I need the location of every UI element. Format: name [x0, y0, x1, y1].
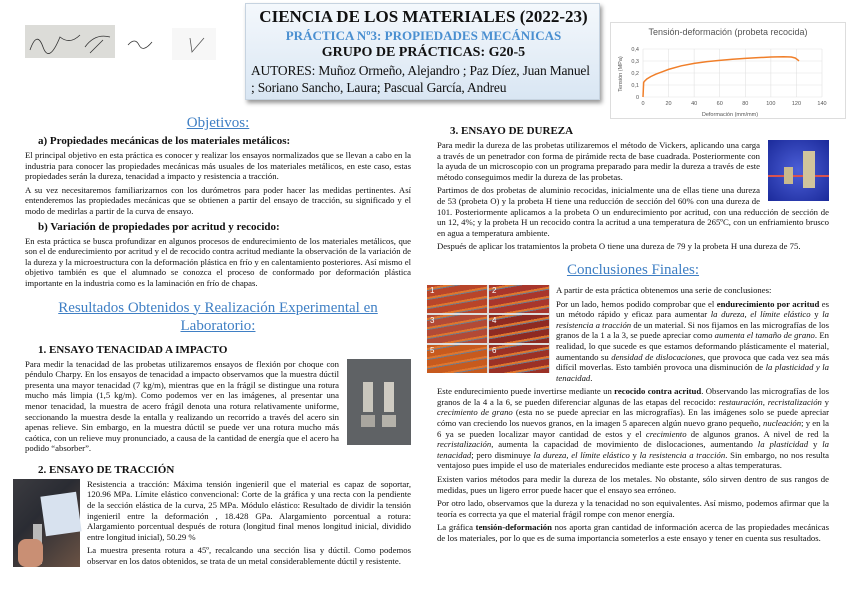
- conclusion-hardness-toughness: Por otro lado, observamos que la dureza y la tenacidad no son equivalentes. Así mismo, podemos afirmar que la teoría es correcta ya que el material frágil rompe con menor energía.: [437, 498, 829, 519]
- charpy-specimens-photo: [347, 359, 411, 445]
- text-segment: y: [808, 439, 823, 450]
- italic-text: el límite elástico: [750, 309, 811, 320]
- text-segment: (esta no se puede apreciar en las micrografías). En las imágenes solo se puede apreciar cómo van creciendo los nuevos granos, en la imagen 5 aparecen algún nuevo grano pequeño,: [437, 407, 830, 429]
- conclusion-recocido: [437, 386, 829, 471]
- practice-title: PRÁCTICA Nº3: PROPIEDADES MECÁNICAS: [285, 28, 562, 43]
- text-segment: y: [821, 396, 830, 407]
- text-segment: y: [629, 449, 640, 460]
- conclusiones-heading: Conclusiones Finales:: [566, 261, 700, 278]
- section-2-text-2: La muestra presenta rotura a 45º, recalcando una sección lisa y dúctil. Como podemos observar en los datos obtenidos, se trata de un metal considerablemente dúctil y resistente.: [87, 545, 411, 567]
- text-segment: ,: [744, 309, 751, 320]
- bold-text: recocido contra acritud: [614, 386, 702, 397]
- tensile-specimen-photo: [13, 479, 80, 567]
- chart-ylabel: Tensión (MPa): [618, 56, 624, 92]
- text-segment: ; pero disminuye: [471, 449, 534, 460]
- italic-text: la dureza, el límite elástico: [533, 449, 630, 460]
- text-segment: . Observando las micrografías de los granos de la 4 a la 6, se pueden diferenciar algunas de las etapas del recocido:: [437, 386, 829, 407]
- x-tick-label: 80: [742, 101, 749, 107]
- chart-xlabel: Deformación (mm/mm): [701, 112, 759, 118]
- objetivos-heading: Objetivos:: [186, 115, 250, 131]
- micrographs-grid: [427, 285, 550, 373]
- text-segment: . Sin embargo, no nos resulta ventajoso pues impide el uso de materiales endurecidos mediante este proceso a altas temperaturas.: [437, 449, 830, 471]
- x-tick-label: 20: [665, 101, 672, 107]
- y-tick-label: 0,1: [631, 83, 639, 89]
- text-segment: es un método rápido y eficaz para aumentar: [556, 298, 829, 320]
- conclusion-stress-strain: [437, 522, 829, 543]
- italic-text: la resistencia a tracción: [556, 309, 830, 330]
- text-segment: de algunos granos. A nivel de red la: [686, 428, 830, 439]
- section-1-text: Para medir la tenacidad de las probetas utilizaremos ensayos de flexión por choque con péndulo Charpy. En los ensayos de tenacidad a impacto observamos que la muestra dúctil presenta una mayor tenacidad (7 kg/m), mientras que en la frágil se distingue una rotura mucho más limpia (1,5 kg/m). Como podemos ver en las imágenes, al presentar una menor tenacidad, la muestra de acero frágil denota una rotura relativamente uniforme, seccionando la muestra desde la entalla y realizando un recorrido a través del acero sin apenas relieve. Sin embargo, en la muestra dúctil se puede ver una rotura mucho más caótica, con un relieve muy pronunciado, a causa de la cantidad de energía que el acero ha podido “absorber”.: [25, 358, 339, 454]
- text-segment: nos aporta gran cantidad de información acerca de las propiedades mecánicas de los materiales, por lo que es de suma importancia someterlos a este ensayo y tener en cuenta sus resultados.: [437, 522, 830, 543]
- conclusion-hardness-methods: Existen varios métodos para medir la dureza de los metales. No obstante, sólo sirven dentro de sus rangos de medidas, pues un ligero error puede hacer que el ensayo sea erróneo.: [437, 474, 829, 495]
- text-segment: ; y en la 6 ya se pueden localizar mayor cantidad de estos y el: [437, 418, 829, 439]
- y-tick-label: 0,4: [631, 47, 639, 53]
- x-tick-label: 0: [641, 101, 645, 107]
- text-segment: La gráfica: [437, 522, 476, 533]
- section-3-title: 3. ENSAYO DE DUREZA: [450, 125, 574, 137]
- text-segment: Por un lado, hemos podido comprobar que el: [556, 298, 717, 309]
- x-tick-label: 120: [791, 101, 802, 107]
- x-tick-label: 60: [716, 101, 723, 107]
- section-2-title: 2. ENSAYO DE TRACCIÓN: [38, 463, 175, 476]
- text-segment: . En realidad, lo que sucede es que estamos deformando plásticamente el material, aumentando su: [556, 330, 829, 362]
- italic-text: la tenacidad: [437, 439, 829, 460]
- x-tick-label: 140: [817, 101, 827, 107]
- text-segment: , que provoca que cada vez sea más difícil moverlas. Esto también provoca una disminución de: [556, 351, 830, 373]
- signature-2: [125, 33, 155, 51]
- italic-text: la plasticidad y la tenacidad: [556, 362, 829, 383]
- conclusion-intro: A partir de esta práctica obtenemos una serie de conclusiones:: [556, 284, 772, 295]
- x-tick-label: 40: [691, 101, 698, 107]
- micrograph-4: 4: [489, 315, 549, 343]
- text-segment: ,: [762, 396, 768, 407]
- hardness-specimens-photo: [768, 140, 829, 201]
- italic-text: densidad de dislocaciones: [611, 351, 704, 362]
- text-segment: y: [810, 309, 823, 320]
- signature-3: [172, 28, 216, 60]
- title-box: [245, 3, 600, 100]
- italic-text: la dureza: [710, 309, 745, 320]
- italic-text: nucleación: [763, 418, 802, 429]
- italic-text: recristalización: [767, 396, 822, 407]
- section-2-text-1: Resistencia a tracción: Máxima tensión ingenieril que el material es capaz de soportar, 120.96 MPa. Límite elástico convencional: Corte de la gráfica y una recta con la pendiente de la sección elástica de la curva, 25 MPa. Módulo elástico: Resultado de dividir la tensión ingenieril entre la deformación , 18.428 GPa. Alargamiento porcentual a rotura: Alargamiento porcentual después de rotura (longitud final menos longitud inicial, dividido entre longitud inicial), 50.29 %: [87, 478, 411, 542]
- objetivos-b-title: b) Variación de propiedades por acritud y recocido:: [38, 220, 280, 233]
- objetivos-b-p1: En esta práctica se busca profundizar en algunos procesos de endurecimiento de los materiales metálicos, que son el de endurecimiento por acritud y el de recocido contra acritud mediante la observación de la variación de la dureza y la microestructura con la deformación plástica en frío y en calentamiento posteriores. Así mismo el objetivo también es que el alumnado se conozca el proceso de conformado por deformación plástica importante en la industria como es la laminación en frío de chapas.: [25, 235, 411, 288]
- y-tick-label: 0,2: [631, 71, 639, 77]
- poster-title: CIENCIA DE LOS MATERIALES (2022-23): [259, 7, 588, 26]
- section-3-text-3: Después de aplicar los tratamientos la probeta O tiene una dureza de 79 y la probeta H una dureza de 75.: [437, 241, 801, 252]
- objetivos-a-p2: A su vez necesitaremos familiarizarnos con los durómetros para poder hacer las medidas pertinentes. Así entenderemos las propiedades mecánicas que se obtienen a partir del ensayo de tracción, su significado y el modo de medirlas a partir de la curva de ensayo.: [25, 184, 411, 216]
- section-3-text-1: Para medir la dureza de las probetas utilizaremos el método de Vickers, aplicando una carga a través de un penetrador con forma de pirámide recta de base cuadrada. Posteriormente con la ayuda de un microscopio con un programa preparado para medir la dureza a través de este método conseguimos medir la dureza de las probetas.: [437, 140, 760, 182]
- text-segment: .: [590, 372, 593, 383]
- section-3-text-2: Partimos de dos probetas de aluminio recocidas, inicialmente una de ellas tiene una dureza de 53 (probeta O) y la probeta H tiene una reducción de sección del 60% con una dureza de 101. Posteriormente aplicamos a la probeta O un endurecimiento por acritud, con una reducción de sección de un 12, 4%; y la probeta H un recocido contra la acritud a una temperatura de 265ºC, con un enfriamiento brusco en agua a temperatura ambiente.: [437, 185, 829, 238]
- italic-text: recristalización: [437, 439, 492, 450]
- section-1-title: 1. ENSAYO TENACIDAD A IMPACTO: [38, 343, 228, 356]
- text-segment: Este endurecimiento puede invertirse mediante un: [437, 386, 615, 397]
- text-segment: de un material. Si nos fijamos en las micrografías de los granos de la 1 a la 3, se puede apreciar como: [556, 319, 829, 341]
- bold-text: tensión-deformación: [475, 522, 552, 533]
- right-column: [430, 122, 830, 547]
- italic-text: la resistencia a tracción: [639, 449, 726, 460]
- italic-text: la plasticidad: [757, 439, 809, 450]
- y-tick-label: 0: [635, 95, 639, 101]
- stress-strain-chart: [610, 22, 846, 119]
- italic-text: aumenta el tamaño de grano: [714, 330, 815, 341]
- objetivos-a-title: a) Propiedades mecánicas de los materiales metálicos:: [38, 135, 291, 147]
- micrograph-3: 3: [427, 315, 487, 343]
- micrograph-5: 5: [427, 345, 487, 373]
- italic-text: crecimiento: [645, 428, 687, 439]
- italic-text: crecimiento de grano: [437, 407, 513, 418]
- y-tick-label: 0,3: [631, 59, 639, 65]
- authors: AUTORES: Muñoz Ormeño, Alejandro ; Paz Díez, Juan Manuel ; Soriano Sancho, Laura; Pascual García, Andreu: [251, 63, 590, 95]
- signature-1: [25, 25, 115, 58]
- micrograph-2: 2: [489, 285, 549, 313]
- objetivos-a-p1: El principal objetivo en esta práctica es conocer y realizar los ensayos normalizados que se llevan a cabo en la industria para conocer las propiedades mecánicas más usuales de los materiales metálicos, en este caso, estas propiedades serán la dureza, tenacidad a impacto y resistencia a tracción.: [25, 150, 411, 182]
- left-column: [25, 114, 411, 570]
- chart-title: Tensión-deformación (probeta recocida): [648, 27, 808, 37]
- group-label: GRUPO DE PRÁCTICAS: G20-5: [321, 45, 526, 60]
- italic-text: restauración: [718, 396, 763, 407]
- resultados-heading: Resultados Obtenidos y Realización Experimental en Laboratorio:: [58, 299, 378, 334]
- x-tick-label: 100: [766, 101, 776, 107]
- micrograph-1: 1: [427, 285, 487, 313]
- micrograph-6: 6: [489, 345, 549, 373]
- text-segment: , aumenta la capacidad de movimiento de dislocaciones, aumentando: [491, 439, 758, 450]
- bold-text: endurecimiento por acritud: [716, 298, 820, 309]
